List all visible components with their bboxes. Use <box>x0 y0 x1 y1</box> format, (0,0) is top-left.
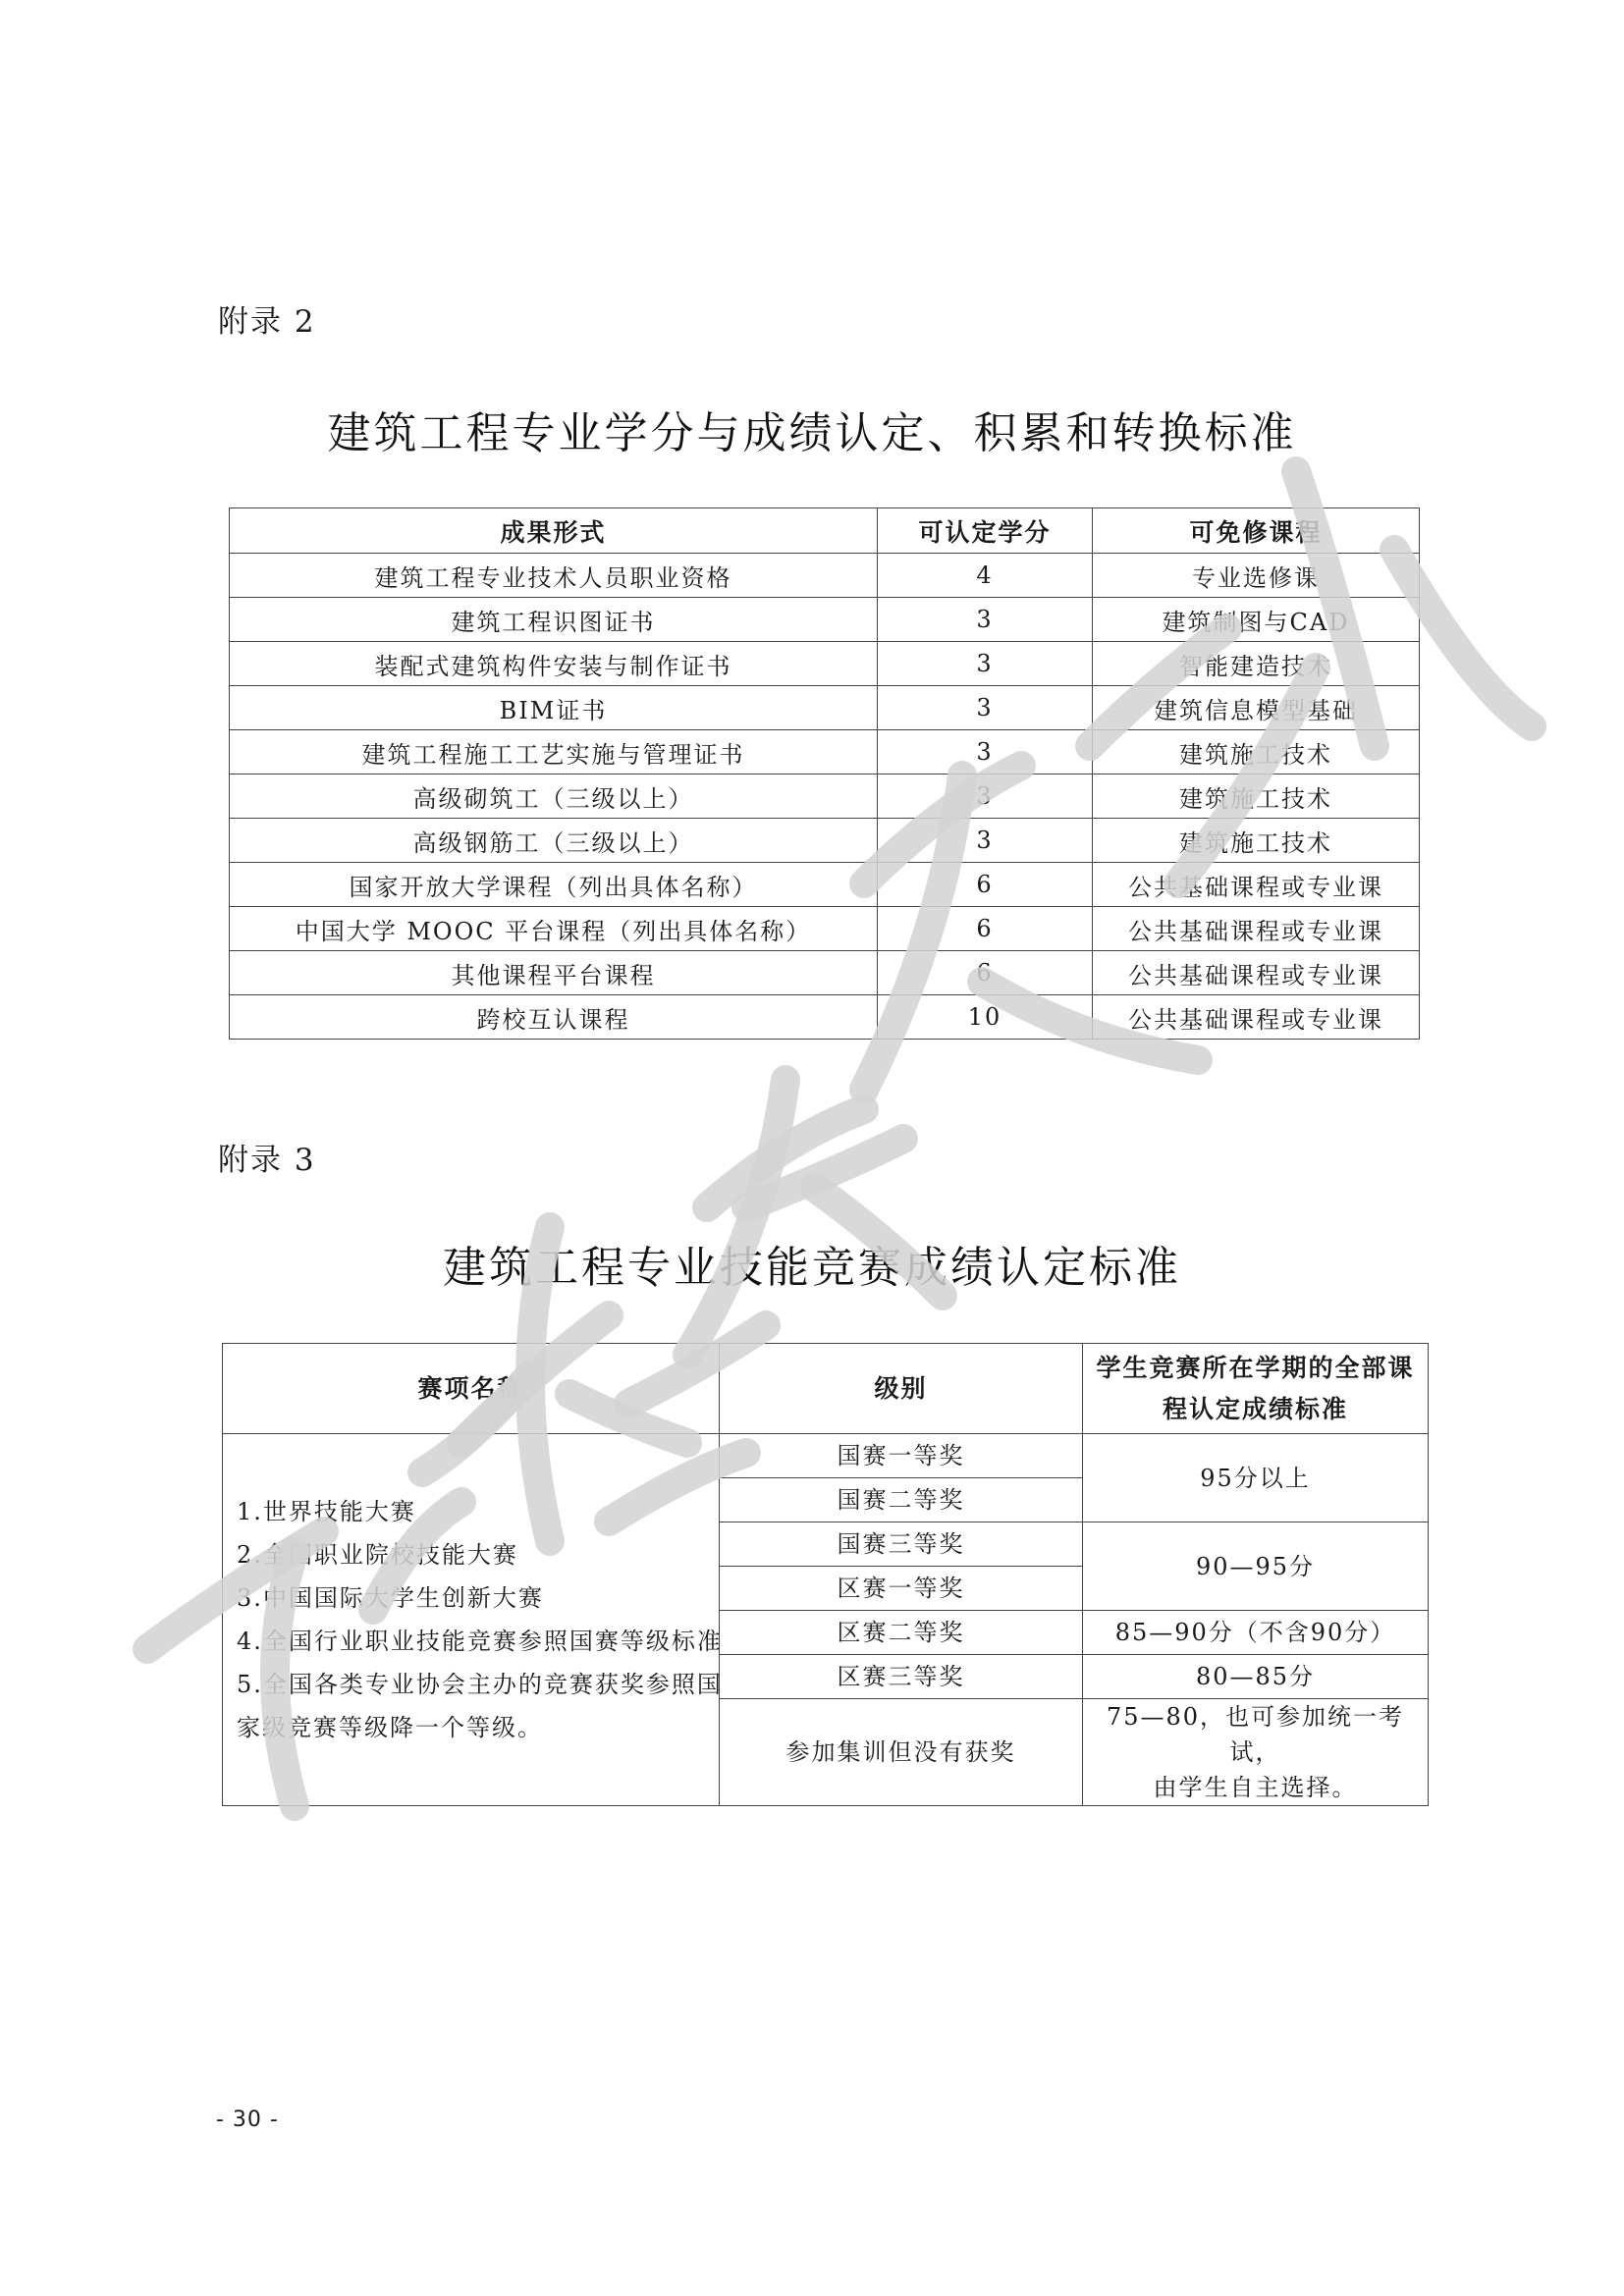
cell-form: 建筑工程专业技术人员职业资格 <box>230 554 878 598</box>
cell-form: 中国大学 MOOC 平台课程（列出具体名称） <box>230 907 878 951</box>
cell-standard: 95分以上 <box>1083 1434 1429 1522</box>
appendix-3-label: 附录 3 <box>218 1143 316 1178</box>
cell-form: 建筑工程施工工艺实施与管理证书 <box>230 730 878 774</box>
column-header-form: 成果形式 <box>230 508 878 554</box>
cell-form: 高级砌筑工（三级以上） <box>230 774 878 819</box>
cell-credit: 3 <box>878 642 1093 686</box>
cell-credit: 3 <box>878 774 1093 819</box>
cell-form: 跨校互认课程 <box>230 995 878 1040</box>
cell-course: 建筑信息模型基础 <box>1093 686 1420 730</box>
cell-credit: 6 <box>878 951 1093 995</box>
table-row <box>230 554 1420 598</box>
cell-level: 国赛二等奖 <box>720 1478 1083 1522</box>
cell-credit: 3 <box>878 730 1093 774</box>
cell-course: 建筑施工技术 <box>1093 774 1420 819</box>
cell-credit: 3 <box>878 819 1093 863</box>
cell-course: 建筑制图与CAD <box>1093 598 1420 642</box>
column-header-event: 赛项名称 <box>223 1344 720 1434</box>
cell-form: 装配式建筑构件安装与制作证书 <box>230 642 878 686</box>
table-row <box>230 819 1420 863</box>
standard-line-2: 由学生自主选择。 <box>1153 1774 1358 1801</box>
appendix-2-title: 建筑工程专业学分与成绩认定、积累和转换标准 <box>327 408 1297 458</box>
appendix-2-label: 附录 2 <box>218 304 316 340</box>
table-row <box>230 907 1420 951</box>
column-header-level: 级别 <box>720 1344 1083 1434</box>
table-row <box>230 730 1420 774</box>
column-header-course: 可免修课程 <box>1093 508 1420 554</box>
cell-form: 其他课程平台课程 <box>230 951 878 995</box>
cell-credit: 4 <box>878 554 1093 598</box>
event-item: 2.全国职业院校技能大赛 <box>237 1541 518 1569</box>
cell-standard <box>1083 1699 1429 1806</box>
cell-standard: 90—95分 <box>1083 1522 1429 1611</box>
cell-form: 建筑工程识图证书 <box>230 598 878 642</box>
credit-conversion-table <box>229 507 1420 1040</box>
cell-standard: 85—90分（不含90分） <box>1083 1611 1429 1655</box>
cell-course: 建筑施工技术 <box>1093 819 1420 863</box>
cell-course: 公共基础课程或专业课 <box>1093 951 1420 995</box>
cell-credit: 3 <box>878 598 1093 642</box>
cell-form: BIM证书 <box>230 686 878 730</box>
table-header-row <box>230 508 1420 554</box>
table-row <box>230 951 1420 995</box>
table-row <box>230 863 1420 907</box>
cell-credit: 10 <box>878 995 1093 1040</box>
cell-course: 专业选修课 <box>1093 554 1420 598</box>
table-row <box>230 686 1420 730</box>
event-item: 家级竞赛等级降一个等级。 <box>237 1714 543 1741</box>
cell-level: 区赛二等奖 <box>720 1611 1083 1655</box>
table-row <box>223 1434 1429 1478</box>
competition-grade-table <box>222 1343 1429 1806</box>
events-list-cell <box>223 1434 723 1806</box>
table-row <box>230 995 1420 1040</box>
event-item: 4.全国行业职业技能竞赛参照国赛等级标准 <box>237 1628 723 1655</box>
cell-course: 公共基础课程或专业课 <box>1093 995 1420 1040</box>
cell-standard: 80—85分 <box>1083 1655 1429 1699</box>
standard-line-1: 75—80，也可参加统一考试， <box>1106 1703 1405 1766</box>
standard-header-line-2: 程认定成绩标准 <box>1162 1394 1348 1423</box>
cell-course: 智能建造技术 <box>1093 642 1420 686</box>
cell-level: 国赛一等奖 <box>720 1434 1083 1478</box>
event-item: 3.中国国际大学生创新大赛 <box>237 1584 544 1612</box>
cell-course: 建筑施工技术 <box>1093 730 1420 774</box>
column-header-standard <box>1083 1344 1429 1434</box>
table-row <box>230 642 1420 686</box>
page-number: - 30 - <box>216 2108 279 2132</box>
table-row <box>230 774 1420 819</box>
event-item: 1.世界技能大赛 <box>237 1498 416 1525</box>
cell-course: 公共基础课程或专业课 <box>1093 863 1420 907</box>
cell-level: 区赛三等奖 <box>720 1655 1083 1699</box>
event-item: 5.全国各类专业协会主办的竞赛获奖参照国 <box>237 1671 723 1698</box>
cell-level: 国赛三等奖 <box>720 1522 1083 1567</box>
cell-level: 区赛一等奖 <box>720 1567 1083 1611</box>
cell-credit: 6 <box>878 907 1093 951</box>
cell-form: 国家开放大学课程（列出具体名称） <box>230 863 878 907</box>
column-header-credit: 可认定学分 <box>878 508 1093 554</box>
cell-level: 参加集训但没有获奖 <box>720 1699 1083 1806</box>
cell-credit: 6 <box>878 863 1093 907</box>
cell-credit: 3 <box>878 686 1093 730</box>
cell-course: 公共基础课程或专业课 <box>1093 907 1420 951</box>
cell-form: 高级钢筋工（三级以上） <box>230 819 878 863</box>
appendix-3-title: 建筑工程专业技能竞赛成绩认定标准 <box>443 1243 1181 1293</box>
table-header-row <box>223 1344 1429 1434</box>
table-row <box>230 598 1420 642</box>
standard-header-line-1: 学生竞赛所在学期的全部课 <box>1096 1353 1415 1382</box>
